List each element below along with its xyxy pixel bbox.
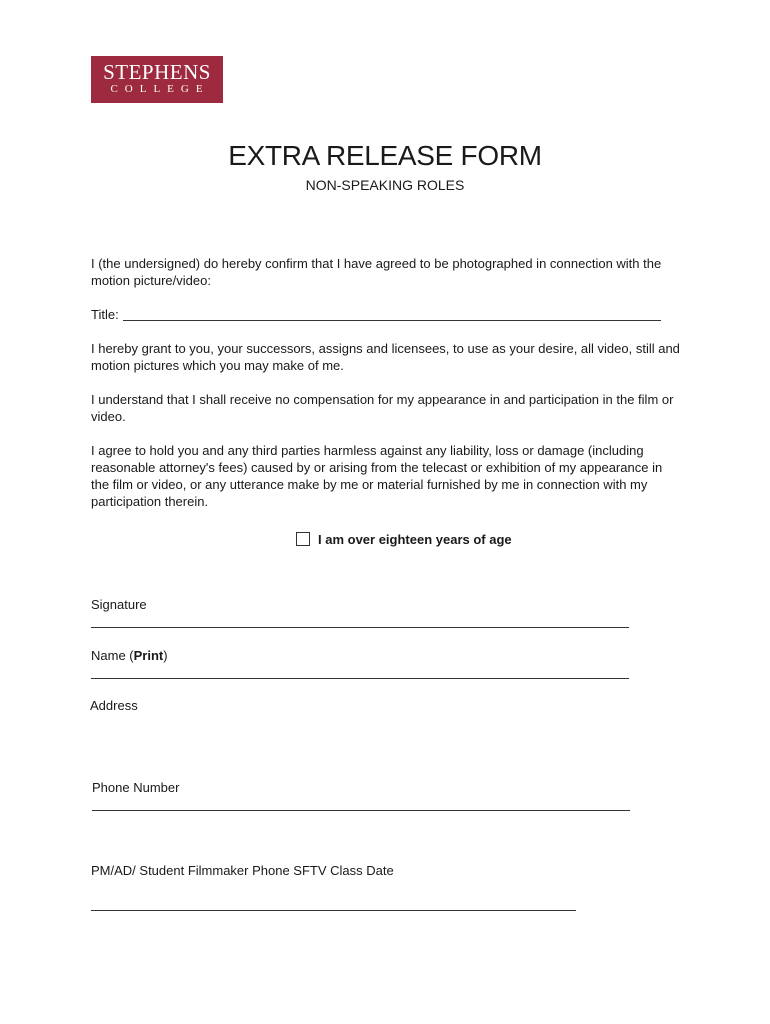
filmmaker-label: PM/AD/ Student Filmmaker Phone SFTV Class Date (91, 863, 394, 878)
name-label-print: Print (133, 648, 164, 663)
name-label-text: Name ( (91, 648, 134, 663)
form-title: EXTRA RELEASE FORM (228, 140, 542, 171)
title-field-label: Title: (91, 307, 119, 322)
harmless-paragraph: I agree to hold you and any third parties harmless against any liability, loss or damage (including reasonable attorney's fees) caused by or arising from the telecast or exhibition of my appearance in the film or video, or any utterance make by me or material furnished by me in connection with my participation therein. (91, 443, 663, 509)
phone-label: Phone Number (92, 780, 180, 795)
name-label (91, 648, 168, 663)
compensation-paragraph: I understand that I shall receive no compensation for my appearance in and participation in the film or video. (91, 392, 674, 424)
name-line[interactable] (91, 678, 629, 679)
signature-label: Signature (91, 597, 147, 612)
grant-paragraph: I hereby grant to you, your successors, assigns and licensees, to use as your desire, all video, still and motion pictures which you may make of me. (91, 341, 680, 373)
age-confirmation[interactable] (296, 530, 512, 548)
stephens-college-logo (91, 56, 223, 103)
form-subtitle: NON-SPEAKING ROLES (305, 177, 465, 193)
logo-line-2: COLLEGE (110, 83, 210, 95)
age-checkbox[interactable] (296, 532, 310, 546)
name-label-end: ) (163, 648, 168, 663)
address-label: Address (90, 698, 138, 713)
phone-line[interactable] (92, 810, 630, 811)
logo-line-1: STEPHENS (103, 60, 211, 84)
title-field-line[interactable] (123, 320, 661, 321)
signature-line[interactable] (91, 627, 629, 628)
age-checkbox-label: I am over eighteen years of age (318, 531, 512, 547)
filmmaker-line[interactable] (91, 910, 576, 911)
intro-paragraph: I (the undersigned) do hereby confirm that I have agreed to be photographed in connection with the motion picture/video: (91, 256, 662, 288)
